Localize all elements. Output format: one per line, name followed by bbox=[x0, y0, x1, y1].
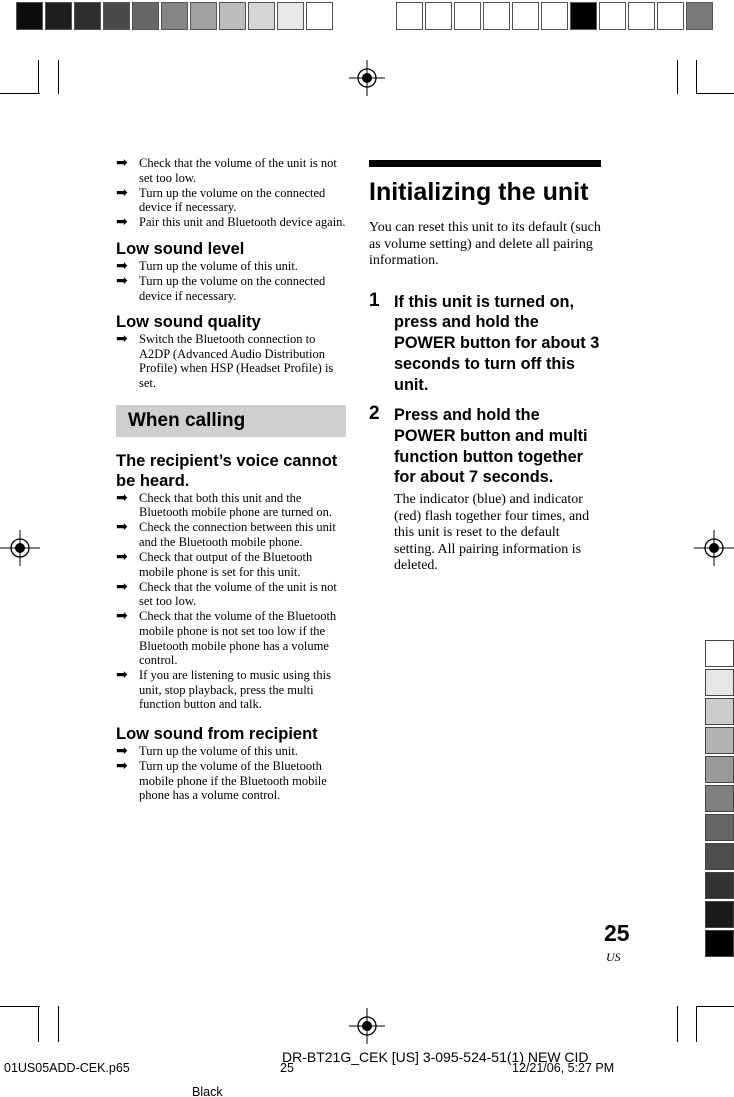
section-title: When calling bbox=[128, 409, 246, 431]
crop-mark bbox=[677, 1006, 678, 1042]
page-number: 25 bbox=[604, 920, 630, 946]
low-sound-quality-list bbox=[116, 332, 346, 390]
bullet-text: Check the connection between this unit and the Bluetooth mobile phone. bbox=[139, 520, 336, 549]
bullet-item bbox=[116, 759, 346, 803]
footer-page: 25 bbox=[280, 1061, 294, 1075]
side-tab bbox=[705, 640, 734, 667]
bullet-item bbox=[116, 668, 346, 712]
color-swatch bbox=[628, 2, 655, 30]
side-tab-strip bbox=[705, 640, 734, 959]
arrow-icon: ➡ bbox=[116, 273, 128, 290]
color-swatch bbox=[190, 2, 217, 30]
crop-mark bbox=[0, 93, 40, 94]
footer-plate: Black bbox=[192, 1085, 223, 1097]
color-swatch bbox=[248, 2, 275, 30]
color-swatch bbox=[16, 2, 43, 30]
arrow-icon: ➡ bbox=[116, 184, 128, 201]
arrow-icon: ➡ bbox=[116, 608, 128, 625]
footer-file: 01US05ADD-CEK.p65 bbox=[4, 1061, 130, 1075]
registration-target-icon bbox=[349, 1008, 385, 1044]
arrow-icon: ➡ bbox=[116, 331, 128, 348]
steps-list bbox=[369, 289, 601, 575]
color-swatch bbox=[657, 2, 684, 30]
crop-mark bbox=[696, 93, 734, 94]
crop-mark bbox=[58, 60, 59, 94]
side-tab bbox=[705, 843, 734, 870]
bullet-item bbox=[116, 744, 346, 759]
side-tab bbox=[705, 727, 734, 754]
arrow-icon: ➡ bbox=[116, 758, 128, 775]
bullet-text: Check that the volume of the unit is not set too low. bbox=[139, 156, 337, 185]
footer-model: DR-BT21G_CEK [US] 3-095-524-51(1) NEW CID bbox=[282, 1049, 589, 1065]
arrow-icon: ➡ bbox=[116, 743, 128, 760]
step-number: 2 bbox=[369, 403, 380, 425]
color-swatch bbox=[219, 2, 246, 30]
bullet-item bbox=[116, 156, 346, 185]
arrow-icon: ➡ bbox=[116, 155, 128, 171]
bullet-text: Turn up the volume of this unit. bbox=[139, 258, 298, 273]
step-heading: Press and hold the POWER button and multi function button together for about 7 seconds. bbox=[394, 406, 588, 487]
crop-mark bbox=[696, 60, 697, 94]
color-swatch bbox=[541, 2, 568, 30]
arrow-icon: ➡ bbox=[116, 489, 128, 506]
side-tab bbox=[705, 901, 734, 928]
color-swatch bbox=[483, 2, 510, 30]
bullet-item bbox=[116, 186, 346, 215]
arrow-icon: ➡ bbox=[116, 549, 128, 565]
arrow-icon: ➡ bbox=[116, 519, 128, 536]
bullet-text: Turn up the volume on the connected device if necessary. bbox=[139, 185, 326, 215]
bullet-text: Switch the Bluetooth connection to A2DP (Advanced Audio Distribution Profile) when HSP (Headset Profile) is set. bbox=[139, 332, 334, 391]
low-sound-recipient-heading: Low sound from recipient bbox=[116, 725, 318, 744]
color-swatch bbox=[396, 2, 423, 30]
low-sound-level-list bbox=[116, 259, 346, 303]
recipient-voice-list bbox=[116, 491, 346, 712]
page-region: US bbox=[606, 950, 621, 964]
low-sound-level-heading: Low sound level bbox=[116, 239, 245, 258]
color-swatch bbox=[306, 2, 333, 30]
side-tab bbox=[705, 930, 734, 957]
color-swatch bbox=[132, 2, 159, 30]
crop-mark bbox=[38, 60, 39, 94]
crop-mark bbox=[38, 1006, 39, 1042]
bullet-item bbox=[116, 332, 346, 390]
bullet-item bbox=[116, 259, 346, 274]
step-body: The indicator (blue) and indicator (red) flash together four times, and this unit is reset to the default setting. All pairing information is deleted. bbox=[394, 492, 590, 574]
color-swatch bbox=[74, 2, 101, 30]
arrow-icon: ➡ bbox=[116, 578, 128, 595]
bullet-text: Turn up the volume on the connected device if necessary. bbox=[139, 274, 326, 303]
color-swatch bbox=[599, 2, 626, 30]
registration-target-icon bbox=[0, 530, 40, 566]
bullet-text: Check that the volume of the Bluetooth mobile phone is not set too low if the Bluetooth mobile phone has a volume control. bbox=[139, 609, 337, 668]
side-tab bbox=[705, 872, 734, 899]
low-sound-quality-heading: Low sound quality bbox=[116, 313, 261, 332]
bullet-text: Check that the volume of the unit is not set too low. bbox=[139, 579, 337, 609]
bullet-item bbox=[116, 580, 346, 609]
color-swatch bbox=[103, 2, 130, 30]
bullet-text: Check that output of the Bluetooth mobile phone is set for this unit. bbox=[139, 550, 313, 579]
title-rule bbox=[369, 160, 601, 167]
bullet-text: Turn up the volume of this unit. bbox=[139, 744, 298, 759]
color-swatch bbox=[512, 2, 539, 30]
bullet-text: Turn up the volume of the Bluetooth mobile phone if the Bluetooth mobile phone has a volume control. bbox=[139, 759, 327, 803]
step-heading: If this unit is turned on, press and hold the POWER button for about 3 seconds to turn off this unit. bbox=[394, 292, 600, 394]
step-item bbox=[369, 289, 601, 396]
recipient-voice-heading: The recipient’s voice cannot be heard. bbox=[116, 451, 338, 490]
side-tab bbox=[705, 756, 734, 783]
side-tab bbox=[705, 669, 734, 696]
bullet-item bbox=[116, 520, 346, 549]
bullet-text: Check that both this unit and the Bluetooth mobile phone are turned on. bbox=[139, 490, 333, 520]
page-title: Initializing the unit bbox=[369, 178, 589, 206]
color-swatch bbox=[686, 2, 713, 30]
color-bar-right bbox=[396, 2, 715, 30]
arrow-icon: ➡ bbox=[116, 667, 128, 684]
crop-mark bbox=[58, 1006, 59, 1042]
side-tab bbox=[705, 814, 734, 841]
color-swatch bbox=[570, 2, 597, 30]
bullet-text: If you are listening to music using this unit, stop playback, press the multi function button and talk. bbox=[139, 668, 331, 712]
bullet-text: Pair this unit and Bluetooth device again. bbox=[139, 215, 346, 230]
step-item bbox=[369, 405, 601, 575]
color-swatch bbox=[425, 2, 452, 30]
arrow-icon: ➡ bbox=[116, 214, 128, 231]
section-header bbox=[116, 405, 346, 437]
left-column bbox=[116, 156, 346, 803]
registration-target-icon bbox=[694, 530, 734, 566]
low-sound-recipient-list bbox=[116, 744, 346, 803]
color-swatch bbox=[277, 2, 304, 30]
color-swatch bbox=[454, 2, 481, 30]
bullet-item bbox=[116, 550, 346, 579]
crop-mark bbox=[677, 60, 678, 94]
footer-date: 12/21/06, 5:27 PM bbox=[512, 1061, 615, 1075]
color-swatch bbox=[45, 2, 72, 30]
crop-mark bbox=[696, 1006, 697, 1042]
arrow-icon: ➡ bbox=[116, 257, 128, 274]
registration-target-icon bbox=[349, 60, 385, 96]
crop-mark bbox=[0, 1006, 40, 1007]
color-bar-left bbox=[16, 2, 335, 30]
right-column bbox=[369, 160, 601, 585]
bullet-item bbox=[116, 215, 346, 230]
bullet-item bbox=[116, 609, 346, 667]
step-number: 1 bbox=[369, 289, 380, 311]
side-tab bbox=[705, 785, 734, 812]
side-tab bbox=[705, 698, 734, 725]
intro-bullets bbox=[116, 156, 346, 230]
color-swatch bbox=[161, 2, 188, 30]
intro-paragraph: You can reset this unit to its default (such as volume setting) and delete all pairing information. bbox=[369, 220, 601, 269]
crop-mark bbox=[696, 1006, 734, 1007]
bullet-item bbox=[116, 491, 346, 520]
bullet-item bbox=[116, 274, 346, 303]
